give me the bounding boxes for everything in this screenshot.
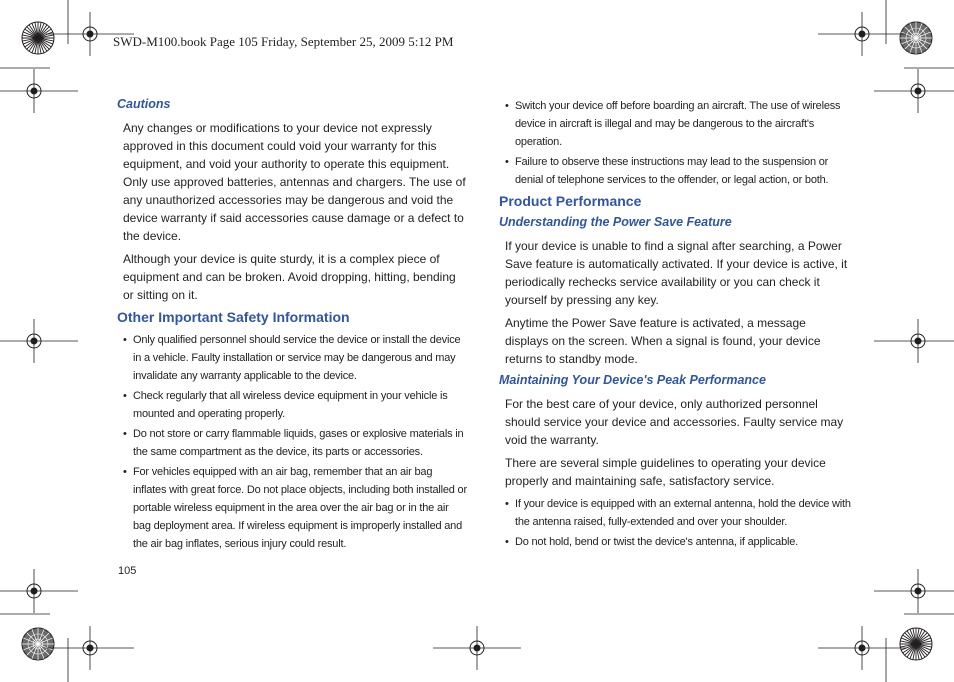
registration-starburst-bottom-right: [900, 628, 932, 660]
power-save-heading: Understanding the Power Save Feature: [499, 215, 732, 229]
power-save-paragraph: If your device is unable to find a signal after searching, a Power Save feature is automatically activated. If your device is active, it periodically rechecks service availability or you can check it yourself by pressing any key.: [505, 239, 848, 307]
list-item-text: Do not hold, bend or twist the device's antenna, if applicable.: [515, 536, 799, 548]
list-item-text: Only qualified personnel should service the device or install the device in a vehicle. Faulty installation or service may be dangerous and may invalidate any warranty applicable to the device.: [133, 334, 461, 382]
safety-heading: Other Important Safety Information: [117, 309, 350, 325]
list-item: [117, 463, 467, 553]
page-number: 105: [118, 565, 137, 577]
registration-starburst-top-right: [900, 22, 932, 54]
registration-crosshair: [818, 12, 906, 56]
registration-starburst-bottom-left: [22, 628, 54, 660]
safety-bullet-list: [117, 331, 467, 553]
bullet-icon: •: [505, 536, 509, 548]
list-item: [117, 425, 467, 461]
left-column: [117, 97, 467, 557]
list-item-text: Switch your device off before boarding an aircraft. The use of wireless device in aircraft is illegal and may be dangerous to the aircraft's operation.: [515, 100, 841, 148]
cautions-heading: Cautions: [117, 97, 171, 111]
registration-crosshair: [874, 319, 954, 363]
aircraft-bullet-list: [499, 97, 851, 189]
bullet-icon: •: [505, 100, 509, 112]
bullet-icon: •: [123, 390, 127, 402]
registration-starburst-top-left: [22, 22, 54, 54]
registration-crosshair: [0, 569, 78, 613]
list-item: [499, 153, 851, 189]
list-item: [117, 387, 467, 423]
product-performance-heading: Product Performance: [499, 193, 642, 209]
list-item: [499, 97, 851, 151]
registration-crosshair: [46, 626, 134, 670]
list-item-text: If your device is equipped with an external antenna, hold the device with the antenna raised, fully-extended and over your shoulder.: [515, 498, 851, 528]
registration-crosshair: [0, 319, 78, 363]
list-item: [499, 533, 851, 551]
registration-crosshair: [0, 69, 78, 113]
registration-crosshair: [433, 626, 521, 670]
antenna-bullet-list: [499, 495, 851, 551]
print-header: SWD-M100.book Page 105 Friday, September 25, 2009 5:12 PM: [113, 34, 454, 49]
list-item: [499, 495, 851, 531]
right-column: [499, 97, 851, 555]
list-item-text: Do not store or carry flammable liquids, gases or explosive materials in the same compartment as the device, its parts or accessories.: [133, 428, 464, 458]
list-item-text: Check regularly that all wireless device equipment in your vehicle is mounted and operating properly.: [133, 390, 448, 420]
registration-crosshair: [874, 69, 954, 113]
list-item-text: For vehicles equipped with an air bag, remember that an air bag inflates with great force. Do not place objects, including both installed or portable wireless equipment in the area over the air bag or in the air bag deployment area. If wireless equipment is improperly installed and the air bag inflates, serious injury could result.: [133, 466, 467, 550]
bullet-icon: •: [123, 334, 127, 346]
list-item-text: Failure to observe these instructions may lead to the suspension or denial of telephone services to the offender, or legal action, or both.: [515, 156, 829, 186]
bullet-icon: •: [123, 428, 127, 440]
registration-crosshair: [818, 626, 906, 670]
bullet-icon: •: [505, 498, 509, 510]
peak-performance-heading: Maintaining Your Device's Peak Performance: [499, 373, 766, 387]
bullet-icon: •: [505, 156, 509, 168]
registration-crosshair: [874, 569, 954, 613]
cautions-paragraph: Any changes or modifications to your device not expressly approved in this document could void your warranty for this equipment, and void your authority to operate this equipment. Only use approved batteries, antennas and chargers. The use of any unauthorized accessories may be dangerous and void the device warranty if said accessories cause damage or a defect to the device.: [123, 121, 466, 243]
list-item: [117, 331, 467, 385]
cautions-paragraph: Although your device is quite sturdy, it is a complex piece of equipment and can be broken. Avoid dropping, hitting, bending or sitting on it.: [123, 252, 456, 302]
peak-performance-paragraph: There are several simple guidelines to operating your device properly and maintaining safe, satisfactory service.: [505, 456, 826, 488]
power-save-paragraph: Anytime the Power Save feature is activated, a message displays on the screen. When a signal is found, your device returns to standby mode.: [505, 316, 821, 366]
peak-performance-paragraph: For the best care of your device, only authorized personnel should service your device and accessories. Faulty service may void the warranty.: [505, 397, 844, 447]
bullet-icon: •: [123, 466, 127, 478]
